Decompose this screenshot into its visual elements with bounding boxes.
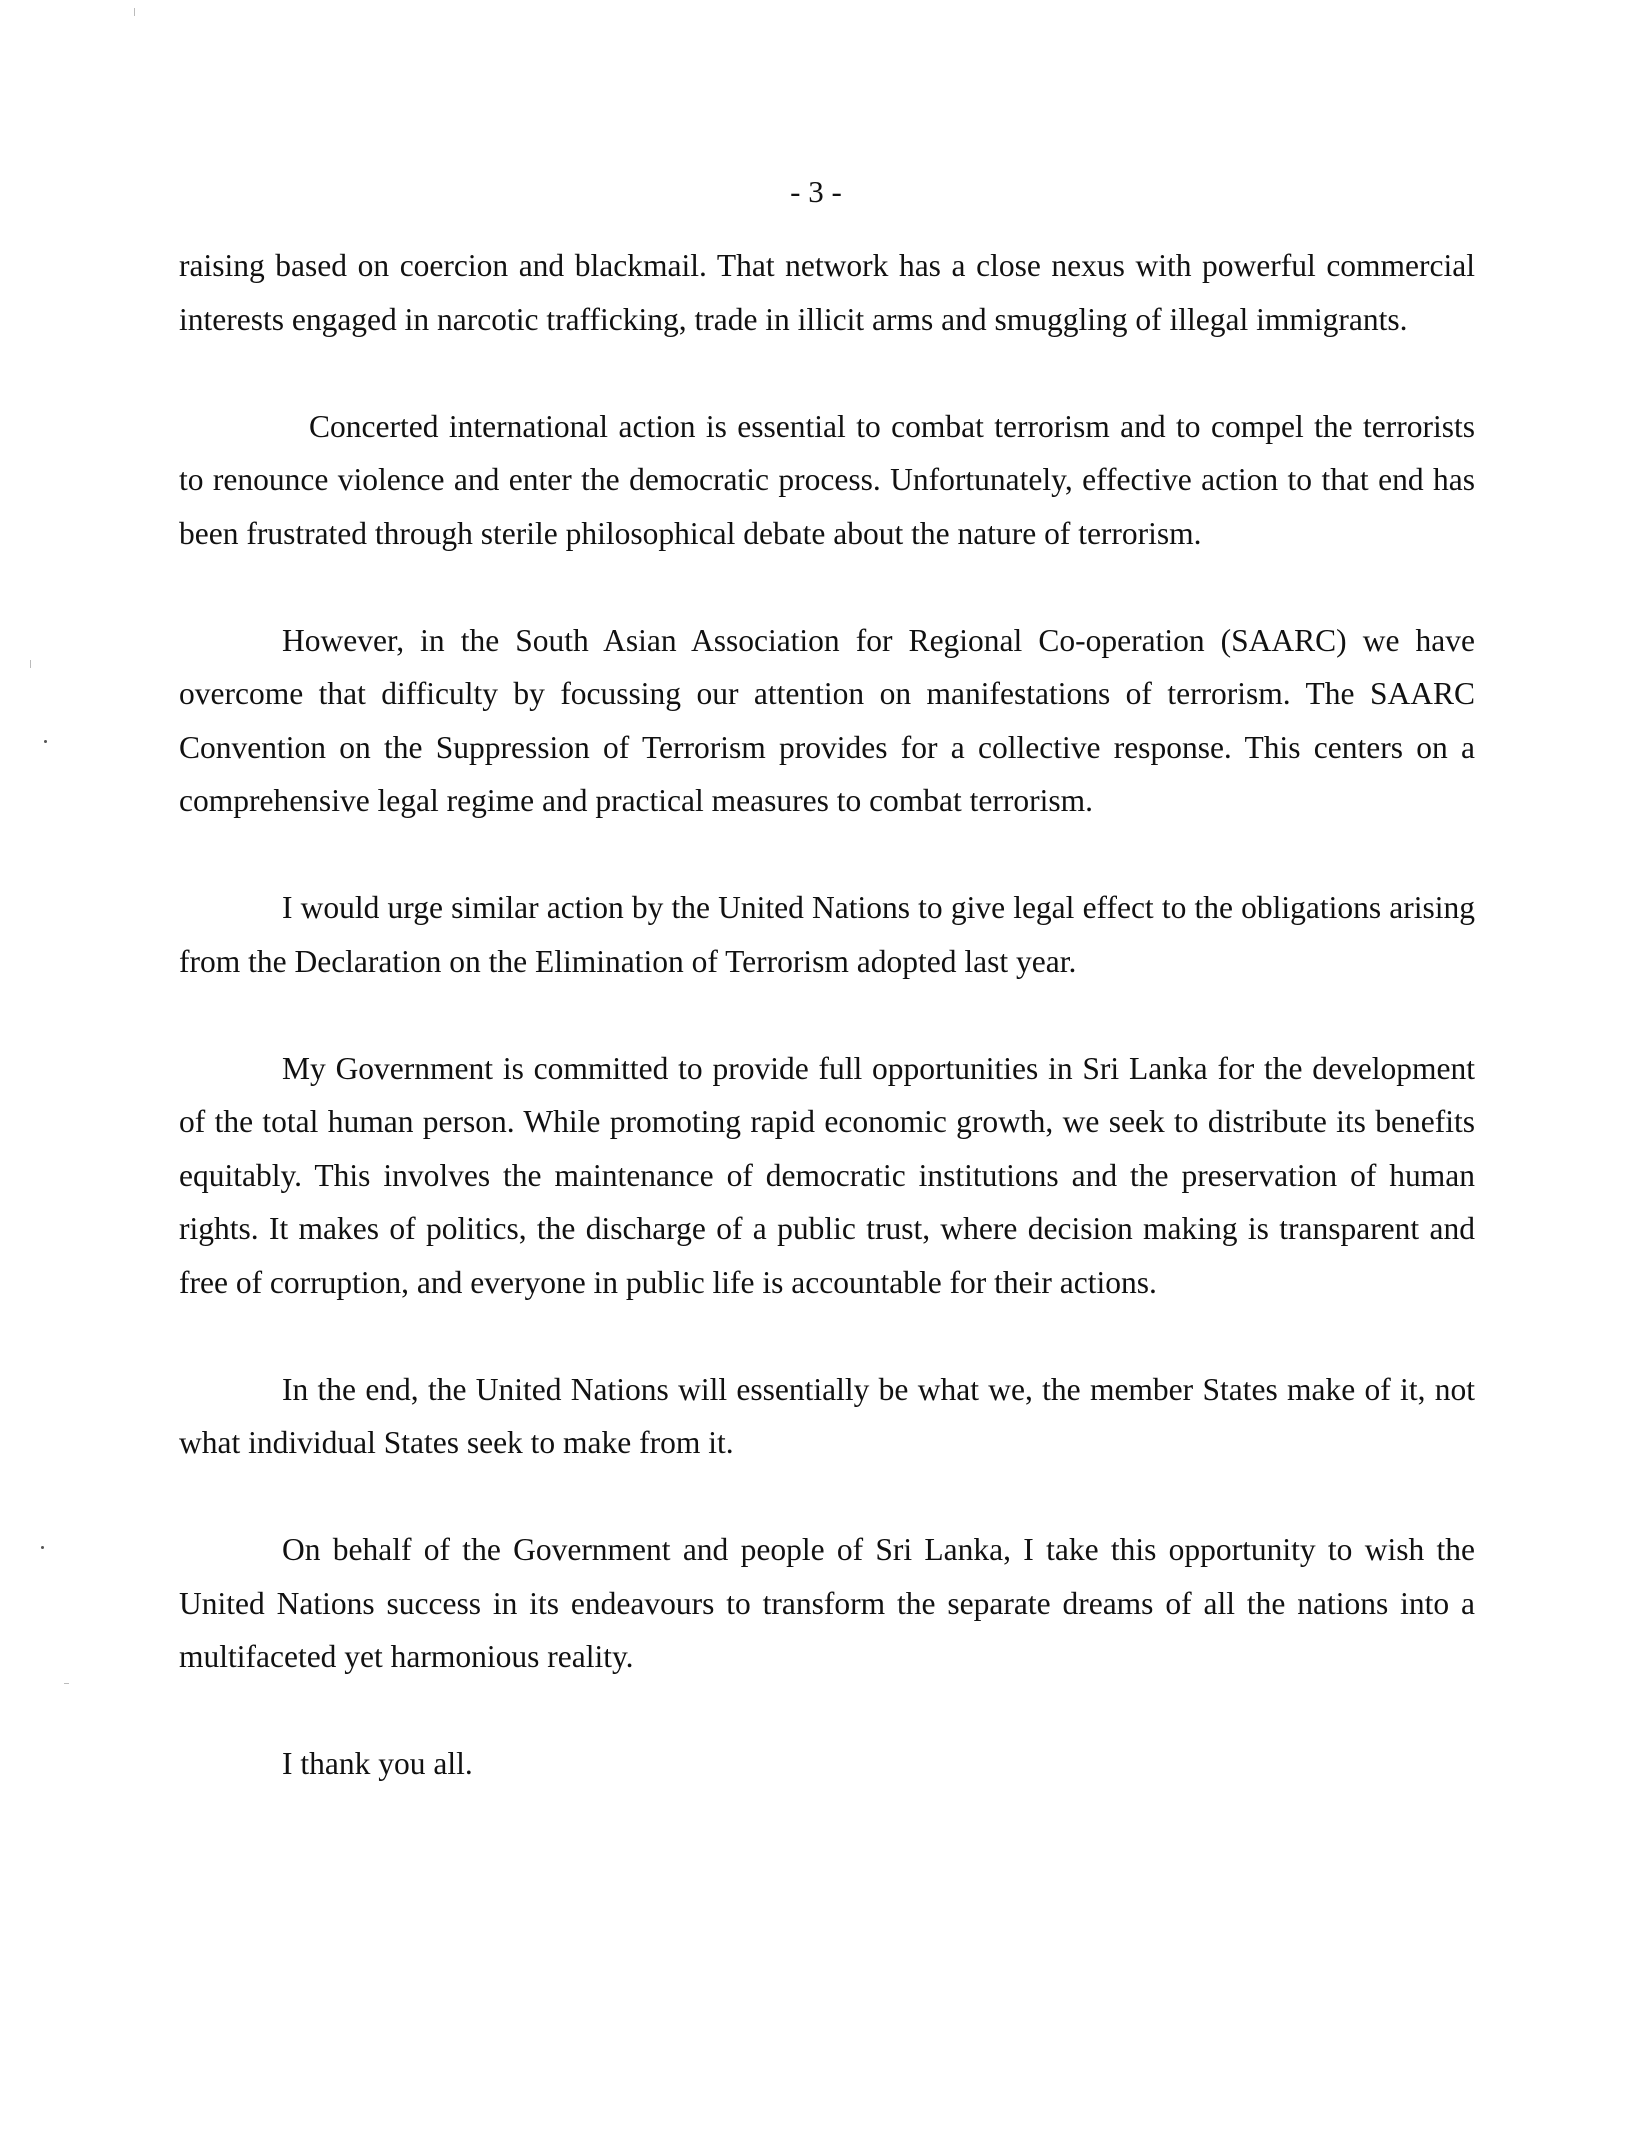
scan-mark [134, 8, 135, 16]
paragraph-government-commitment: My Government is committed to provide full opportunities in Sri Lanka for the development of the total human person. While promoting rapid economic growth, we seek to distribute its benefits equitably. This involves the maintenance of democratic institutions and the preservation of human rights. It makes of politics, the discharge of a public trust, where decision making is transparent and free of corruption, and everyone in public life is accountable for their actions. [179, 1050, 1475, 1300]
paragraph-continuation: raising based on coercion and blackmail. That network has a close nexus with powerful commercial interests engaged in narcotic trafficking, trade in illicit arms and smuggling of illegal immigrants. [179, 248, 1475, 337]
paragraph-concerted-action: Concerted international action is essential to combat terrorism and to compel the terrorists to renounce violence and enter the democratic process. Unfortunately, effective action to that end has been frustrated through sterile philosophical debate about the nature of terrorism. [179, 408, 1475, 551]
scan-speck [41, 1546, 44, 1549]
scan-speck [44, 740, 47, 743]
document-body [179, 239, 1475, 1844]
scan-mark [30, 660, 31, 668]
paragraph-un-action: I would urge similar action by the United Nations to give legal effect to the obligations arising from the Declaration on the Elimination of Terrorism adopted last year. [179, 890, 1475, 979]
paragraph-saarc: However, in the South Asian Association for Regional Co-operation (SAARC) we have overcome that difficulty by focussing our attention on manifestations of terrorism. The SAARC Convention on the Suppression of Terrorism provides for a collective response. This centers on a comprehensive legal regime and practical measures to combat terrorism. [179, 622, 1475, 818]
page-number: - 3 - [790, 174, 842, 209]
paragraph-closing: I thank you all. [282, 1746, 473, 1781]
paragraph-in-the-end: In the end, the United Nations will essentially be what we, the member States make of it, not what individual States seek to make from it. [179, 1371, 1475, 1460]
paragraph-on-behalf: On behalf of the Government and people of Sri Lanka, I take this opportunity to wish the United Nations success in its endeavours to transform the separate dreams of all the nations into a multifaceted yet harmonious reality. [179, 1532, 1475, 1674]
scan-mark [64, 1683, 69, 1684]
